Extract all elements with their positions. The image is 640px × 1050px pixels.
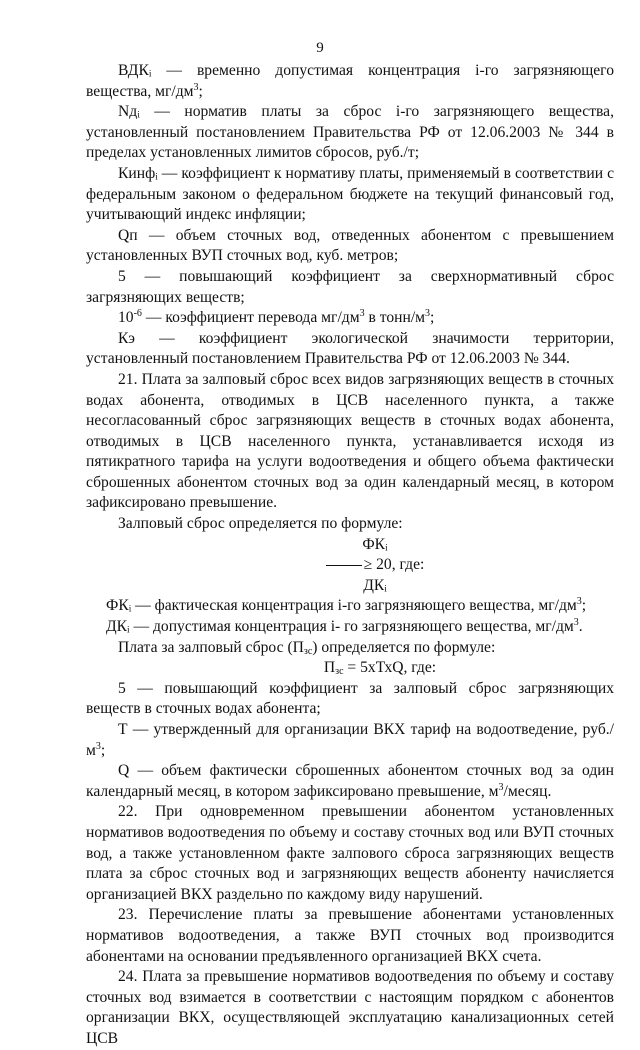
- paragraph-24: 24. Плата за превышение нормативов водоотведения по объему и составу сточных вод взимается в соответствии с настоящим порядком с абонентов организации ВКХ, осуществляющей эксплуатацию канализационных сетей ЦСВ: [86, 968, 614, 1047]
- t-text: Т — утвержденный для организации ВКХ тариф на водоотведение, руб./м: [86, 721, 614, 759]
- pzs-formula: [86, 658, 614, 679]
- formula-middle: [86, 555, 614, 576]
- qp-definition: Qп — объем сточных вод, отведенных абонентом с превышением установленных ВУП сточных вод, куб. метров;: [86, 226, 614, 265]
- punct: ;: [581, 597, 587, 615]
- dk-definition: [86, 617, 614, 638]
- punct: ;: [198, 82, 203, 100]
- pzs-expression: = 5хТхQ, где:: [343, 659, 437, 677]
- paragraph-21: 21. Плата за залповый сброс всех видов загрязняющих веществ в сточных водах абонента, отводимых в ЦСВ населенного пункта, а также несогласованный сброс загрязняющих веществ в сточных водах абонента, отводимых в ЦСВ населенного пункта, устанавливается исходя из пятикратного тарифа на услуги водоотведения и общего объема фактически сброшенных абонентом сточных вод за один календарный месяц, в котором зафиксировано превышение.: [86, 370, 614, 512]
- ten-definition: [86, 308, 614, 329]
- q-text: Q — объем фактически сброшенных абонентом сточных вод за один календарный месяц, в котором зафиксировано превышение, м: [86, 762, 614, 800]
- plata-text: Плата за залповый сброс (П: [118, 638, 304, 656]
- dk-text: ДКᵢ — допустимая концентрация i- го загрязняющего вещества, мг/дм: [106, 618, 574, 636]
- paragraph-23: 23. Перечисление платы за превышение абонентами установленных нормативов водоотведения, а также ВУП сточных вод производится абонентами на основании предъявленного организацией ВКХ счета.: [86, 906, 614, 965]
- fk-definition: [86, 596, 614, 617]
- q-unit: /месяц.: [503, 782, 552, 800]
- formula-condition: ≥ 20, где:: [363, 556, 425, 574]
- ten-text2: в тонн/м: [364, 309, 426, 327]
- page-number: 9: [316, 40, 324, 56]
- kinf-definition: Кинфᵢ — коэффициент к нормативу платы, применяемый в соответствии с федеральным законом о федеральном бюджете на текущий финансовый год, учитывающий индекс инфляции;: [86, 164, 614, 224]
- pzs-symbol: П: [323, 659, 336, 677]
- plata-text2: ) определяется по формуле:: [312, 638, 496, 656]
- sub: зс: [303, 645, 313, 657]
- exp: 3: [359, 308, 365, 320]
- sub: зс: [335, 666, 344, 678]
- vdk-unit: мг/дм: [155, 82, 194, 100]
- exp: 3: [193, 81, 199, 93]
- vdk-definition: [86, 61, 614, 102]
- five2-definition: 5 — повышающий коэффициент за залповый сброс загрязняющих веществ в сточных водах абонента;: [86, 679, 614, 718]
- t-definition: [86, 720, 614, 761]
- vdk-text: ВДКᵢ — временно допустимая концентрация i-го загрязняющего вещества,: [86, 62, 614, 100]
- document-body: [86, 61, 614, 1050]
- plata-intro: [86, 638, 614, 659]
- exp: 3: [498, 781, 504, 793]
- five-definition: 5 — повышающий коэффициент за сверхнормативный сброс загрязняющих веществ;: [86, 267, 614, 306]
- zalp-formula-intro: Залповый сброс определяется по формуле:: [118, 515, 403, 533]
- exp: 3: [95, 740, 101, 752]
- q-definition: [86, 761, 614, 802]
- formula-numerator: ФКᵢ: [362, 535, 388, 553]
- ke-definition: Кэ — коэффициент экологической значимости территории, установленный постановлением Правительства РФ от 12.06.2003 № 344.: [86, 329, 614, 368]
- paragraph-22: 22. При одновременном превышении абонентом установленных нормативов водоотведения по объему и составу сточных вод или ВУП сточных вод, а также установленном факте залпового сброса загрязняющих веществ плата за сброс сточных вод и загрязняющих веществ абоненту начисляется организацией ВКХ раздельно по каждому виду нарушений.: [86, 803, 614, 903]
- fk-text: ФКᵢ — фактическая концентрация i-го загрязняющего вещества, мг/дм: [106, 597, 577, 615]
- ten-base: 10: [118, 309, 134, 327]
- ten-exp: -6: [133, 308, 142, 320]
- punct: ;: [100, 741, 106, 759]
- punct: .: [578, 618, 583, 636]
- exp: 3: [573, 617, 579, 629]
- formula-denominator: ДКᵢ: [363, 576, 387, 594]
- exp: 3: [425, 308, 431, 320]
- ndi-definition: Nдᵢ — норматив платы за сброс i-го загрязняющего вещества, установленный постановлением Правительства РФ от 12.06.2003 № 344 в пределах установленных лимитов сбросов, руб./т;: [86, 103, 614, 162]
- fraction-bar: [326, 565, 362, 566]
- punct: ;: [430, 309, 435, 327]
- exp: 3: [576, 596, 582, 608]
- ten-text: — коэффициент перевода мг/дм: [141, 309, 360, 327]
